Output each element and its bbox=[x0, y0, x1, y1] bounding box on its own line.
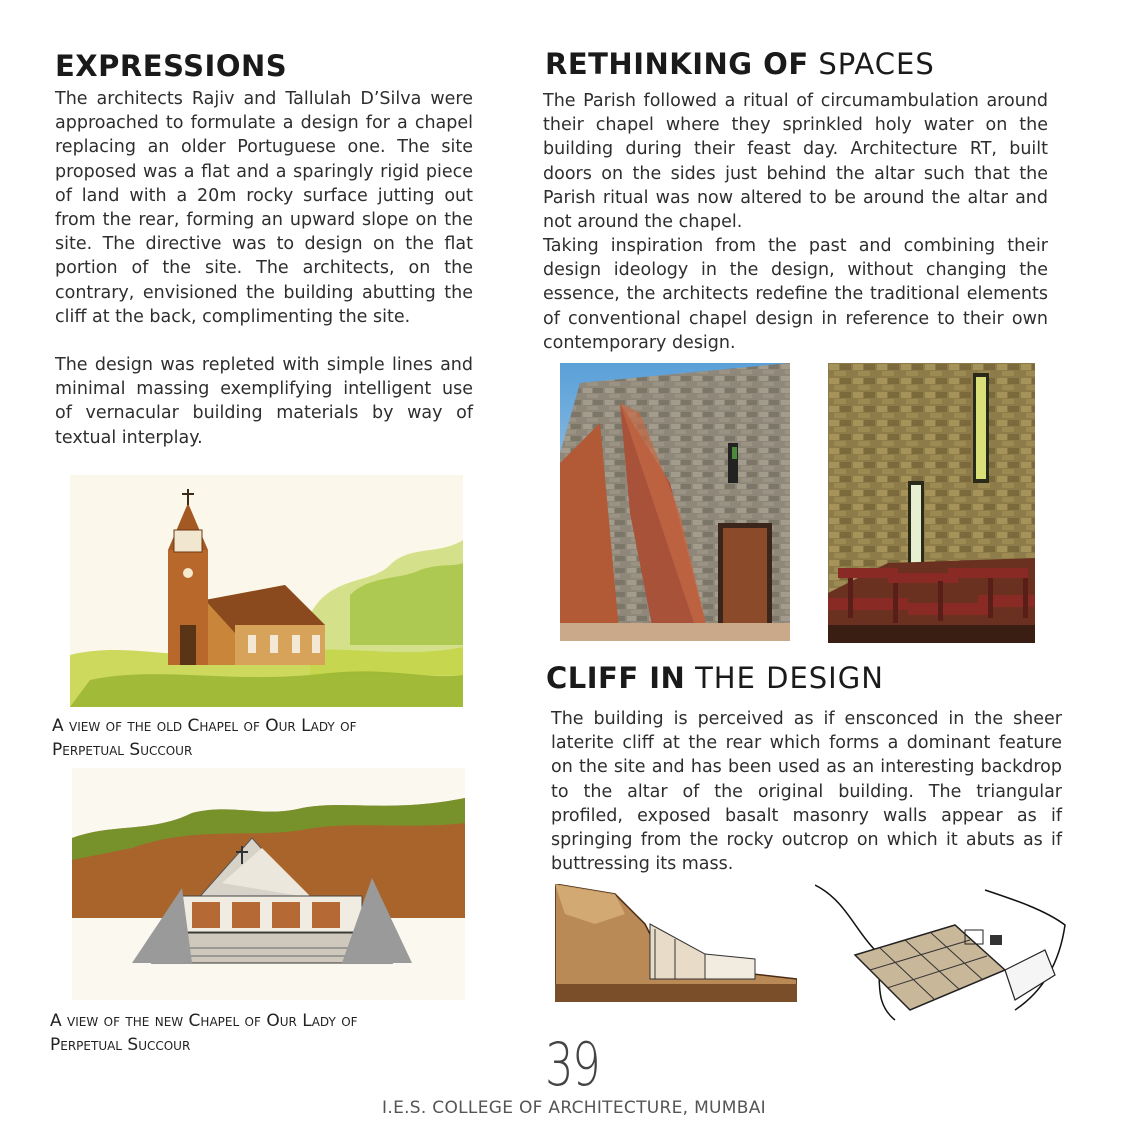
rethinking-paragraph-2: Taking inspiration from the past and combining their design ideology in the design, without changing the essence, the architects redefine the traditional elements of conventional chapel design in reference to their own contemporary design. bbox=[543, 236, 1048, 353]
expressions-paragraph-2: The design was repleted with simple lines and minimal massing exemplifying intelligent use of vernacular building materials by way of textual interplay. bbox=[55, 355, 473, 448]
rethinking-paragraph-1: The Parish followed a ritual of circumambulation around their chapel where they sprinkled holy water on the building during their feast day. Architecture RT, built doors on the sides just behind the altar such that the Parish ritual was now altered to be around the altar and not around the chapel. bbox=[543, 91, 1048, 233]
old-chapel-sketch bbox=[70, 475, 463, 707]
expressions-paragraph-1: The architects Rajiv and Tallulah D’Silva were approached to formulate a design for a chapel replacing an older Portuguese one. The site proposed was a flat and a sparingly rigid piece of land with a 20m rocky surface jutting out from the rear, forming an upward slope on the site. The directive was to design on the flat portion of the site. The architects, on the contrary, envisioned the building abutting the cliff at the back, complimenting the site. bbox=[55, 89, 473, 327]
rethinking-heading: RETHINKING OF SPACES bbox=[545, 47, 935, 81]
cliff-heading: CLIFF IN THE DESIGN bbox=[546, 661, 884, 695]
chapel-interior-photo bbox=[828, 363, 1035, 643]
new-chapel-caption: A view of the new Chapel of Our Lady of Perpetual Succour bbox=[50, 1011, 358, 1055]
new-chapel-sketch bbox=[72, 768, 465, 1000]
old-chapel-caption: A view of the old Chapel of Our Lady of Perpetual Succour bbox=[52, 716, 357, 760]
axonometric-drawing bbox=[815, 880, 1070, 1030]
stone-wall-exterior-photo bbox=[560, 363, 790, 641]
page-number: 39 bbox=[545, 1030, 600, 1100]
cliff-paragraph: The building is perceived as if ensconced in the sheer laterite cliff at the rear which forms a dominant feature on the site and has been used as an interesting backdrop to the altar of the original building. The triangular profiled, exposed basalt masonry walls appear as if springing from the rocky outcrop on which it abuts as if buttressing its mass. bbox=[551, 709, 1062, 875]
footer-institution: I.E.S. COLLEGE OF ARCHITECTURE, MUMBAI bbox=[382, 1098, 766, 1118]
cliff-section-drawing bbox=[555, 884, 797, 1002]
expressions-heading: EXPRESSIONS bbox=[55, 49, 288, 83]
